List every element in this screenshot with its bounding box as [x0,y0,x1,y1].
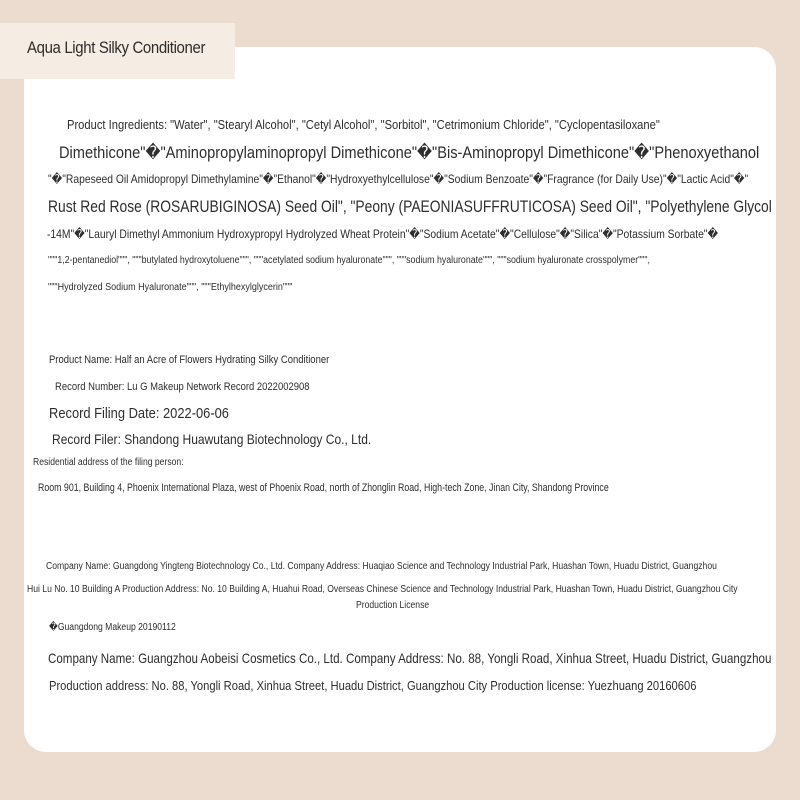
ingredients-line-7: """Hydrolyzed Sodium Hyaluronate""", """Ethylhexylglycerin""" [48,282,293,293]
company2-line1: Company Name: Guangzhou Aobeisi Cosmetics Co., Ltd. Company Address: No. 88, Yongli Road, Xinhua Street, Huadu District, Guangzhou [48,650,772,666]
ingredients-line-6: """1,2-pentanediol""", """butylated hydroxytoluene""", """acetylated sodium hyaluronate""", """sodium hyaluronate""", """sodium hyaluronate crosspolymer""", [48,255,650,266]
ingredients-line-1: Product Ingredients: "Water", "Stearyl Alcohol", "Cetyl Alcohol", "Sorbitol", "Cetrimonium Chloride", "Cyclopentasiloxane" [67,117,660,132]
page-title: Aqua Light Silky Conditioner [27,38,206,57]
company2-line2: Production address: No. 88, Yongli Road, Xinhua Street, Huadu District, Guangzhou City Production license: Yuezhuang 20160606 [49,678,697,693]
record-filer: Record Filer: Shandong Huawutang Biotechnology Co., Ltd. [52,431,372,447]
filer-address: Room 901, Building 4, Phoenix International Plaza, west of Phoenix Road, north of Zhonglin Road, High-tech Zone, Jinan City, Shandong Province [38,482,609,494]
company1-line3: Production License [356,600,430,611]
ingredients-line-3: "�"Rapeseed Oil Amidopropyl Dimethylamine"�"Ethanol"�"Hydroxyethylcellulose"�"Sodium Benzoate"�"Fragrance (for Daily Use)"�"Lactic Acid"�" [48,172,749,186]
ingredients-line-5: -14M"�"Lauryl Dimethyl Ammonium Hydroxypropyl Hydrolyzed Wheat Protein"�"Sodium Acetate"�"Cellulose"�"Silica"�"Potassium Sorbate"� [47,227,719,241]
ingredients-line-4: Rust Red Rose (ROSARUBIGINOSA) Seed Oil", "Peony (PAEONIASUFFRUTICOSA) Seed Oil", "Polyethylene Glycol [48,197,772,216]
filer-address-label: Residential address of the filing person: [33,457,184,468]
product-name: Product Name: Half an Acre of Flowers Hydrating Silky Conditioner [49,354,330,366]
company1-line2: Hui Lu No. 10 Building A Production Address: No. 10 Building A, Huahui Road, Overseas Chinese Science and Technology Industrial Park, Huashan Town, Huadu District, Guangzhou City [27,584,738,595]
company1-line1: Company Name: Guangdong Yingteng Biotechnology Co., Ltd. Company Address: Huaqiao Science and Technology Industrial Park, Huashan Town, Huadu District, Guangzhou [46,561,717,572]
record-filing-date: Record Filing Date: 2022-06-06 [49,405,229,422]
ingredients-line-2: Dimethicone"�"Aminopropylaminopropyl Dimethicone"�"Bis-Aminopropyl Dimethicone"�"Phenoxyethanol [59,143,760,162]
company1-license: �Guangdong Makeup 20190112 [49,622,176,633]
record-number: Record Number: Lu G Makeup Network Record 2022002908 [55,381,310,393]
